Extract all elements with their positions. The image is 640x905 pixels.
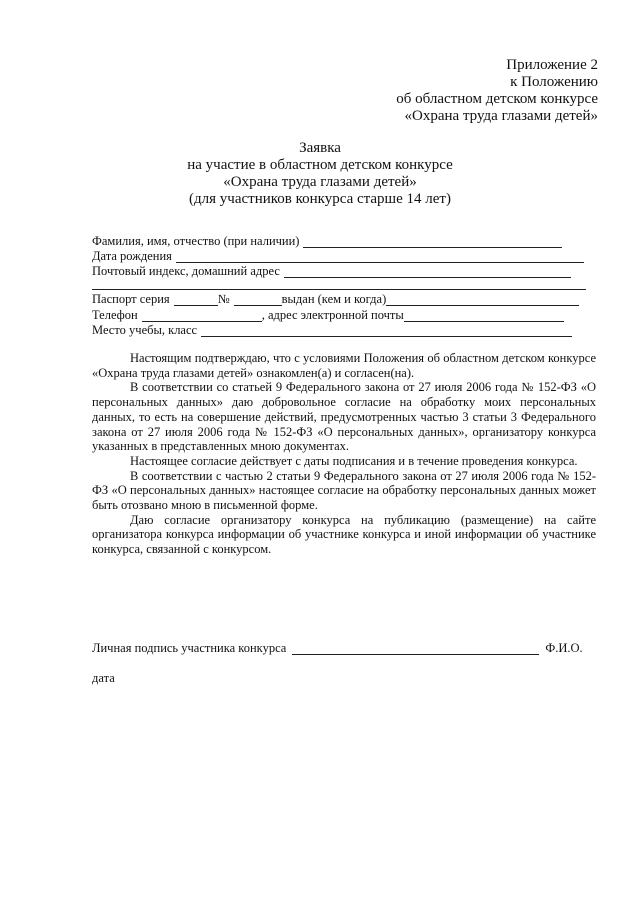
address-label: Почтовый индекс, домашний адрес [92, 264, 280, 278]
birth-date-label: Дата рождения [92, 249, 172, 263]
title-heading: Заявка [299, 140, 341, 156]
address-continuation-line[interactable] [92, 289, 586, 290]
passport-number-blank[interactable] [234, 294, 282, 306]
consent-paragraph-4: В соответствии с частью 2 статьи 9 Федерального закона от 27 июля 2006 года № 152-ФЗ «О персональных данных» настоящее согласие на обработку персональных данных может быть отозвано мною в письменной форме. [92, 468, 596, 513]
title-line-2: на участие в областном детском конкурсе [187, 157, 453, 173]
signature-blank[interactable] [292, 643, 539, 655]
consent-paragraph-2: В соответствии со статьей 9 Федерального закона от 27 июля 2006 года № 152-ФЗ «О персональных данных» даю добровольное согласие на обработку моих персональных данных, то есть на совершение действий, предусмотренных частью 3 статьи 3 Федерального закона от 27 июля 2006 года № 152-ФЗ «О персональных данных», организатору конкурса указанных в представленных мною документах. [92, 380, 596, 454]
title-line-4: (для участников конкурса старше 14 лет) [189, 191, 451, 207]
passport-row [92, 292, 579, 306]
contacts-row [92, 308, 564, 322]
passport-series-blank[interactable] [174, 294, 218, 306]
birth-date-blank[interactable] [176, 251, 584, 263]
phone-label: Телефон [92, 308, 138, 322]
signature-label: Личная подпись участника конкурса [92, 641, 287, 655]
study-place-row [92, 323, 572, 337]
fio-label: Ф.И.О. [545, 641, 583, 655]
appendix-line-3: об областном детском конкурсе [396, 91, 598, 107]
date-label: дата [92, 671, 115, 685]
email-label: , адрес электронной почты [261, 308, 404, 322]
issued-blank[interactable] [386, 294, 579, 306]
email-blank[interactable] [404, 310, 564, 322]
full-name-row [92, 234, 562, 248]
appendix-header [396, 57, 598, 125]
passport-series-label: Паспорт серия [92, 292, 170, 306]
consent-text [92, 351, 596, 557]
consent-paragraph-3: Настоящее согласие действует с даты подписания и в течение проведения конкурса. [130, 453, 578, 468]
full-name-blank[interactable] [303, 236, 562, 248]
address-blank[interactable] [284, 266, 571, 278]
appendix-line-1: Приложение 2 [506, 57, 598, 73]
appendix-line-2: к Положению [510, 74, 598, 90]
signature-row [92, 641, 583, 655]
date-row [92, 671, 115, 685]
issued-label: выдан (кем и когда) [281, 292, 387, 306]
study-place-label: Место учебы, класс [92, 323, 198, 337]
birth-date-row [92, 249, 584, 263]
passport-number-label: № [217, 292, 230, 306]
address-row [92, 264, 571, 278]
study-place-blank[interactable] [201, 325, 572, 337]
full-name-label: Фамилия, имя, отчество (при наличии) [92, 234, 300, 248]
title-line-3: «Охрана труда глазами детей» [223, 174, 417, 190]
application-title [0, 140, 640, 208]
consent-paragraph-5: Даю согласие организатору конкурса на публикацию (размещение) на сайте организатора конкурса информации об участнике конкурса и иной информации об участнике конкурса, связанной с конкурсом. [92, 512, 596, 557]
consent-paragraph-1: Настоящим подтверждаю, что с условиями Положения об областном детском конкурсе «Охрана труда глазами детей» ознакомлен(а) и согласен(на). [92, 351, 596, 380]
phone-blank[interactable] [142, 310, 262, 322]
appendix-line-4: «Охрана труда глазами детей» [404, 108, 598, 124]
